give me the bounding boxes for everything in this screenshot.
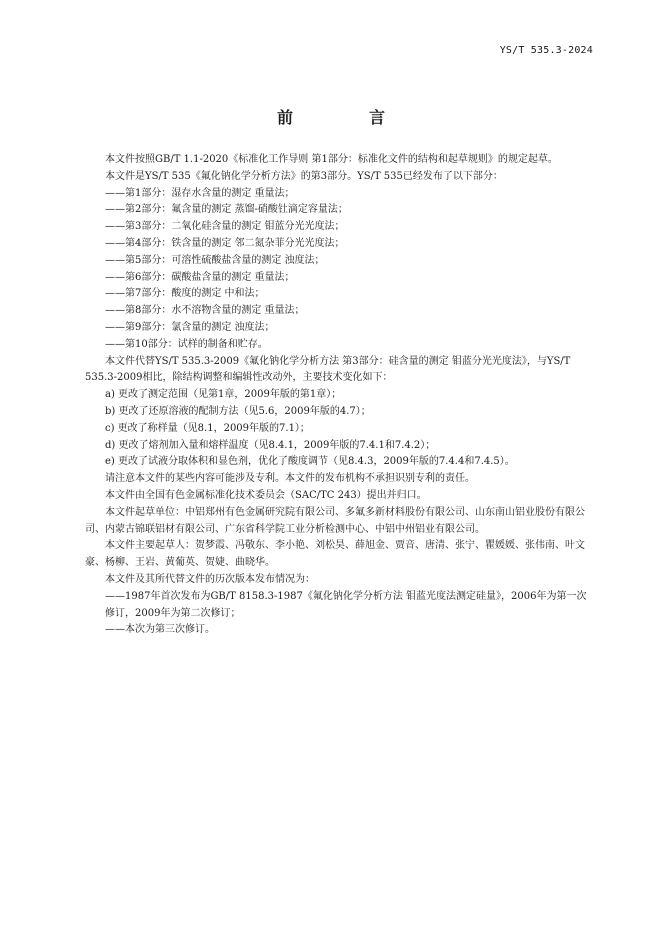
parts-list — [85, 186, 588, 354]
list-item: ——本次为第三次修订。 — [105, 624, 215, 636]
paragraph-drafters: 本文件主要起草人：贺梦霞、冯敬东、李小艳、刘松昊、薛旭金、贾音、唐清、张宁、瞿媛媛、张伟南、叶文豪、杨柳、王岩、黄葡英、贺婕、曲晓华。 — [85, 540, 585, 569]
paragraph-series-intro: 本文件是YS/T 535《氟化钠化学分析方法》的第3部分。YS/T 535已经发布了以下部分： — [105, 170, 503, 182]
list-item: b) 更改了还原溶液的配制方法（见5.6，2009年版的4.7）； — [105, 405, 371, 417]
paragraph-patent-notice: 请注意本文件的某些内容可能涉及专利。本文件的发布机构不承担识别专利的责任。 — [105, 473, 475, 485]
list-item: ——第7部分：酸度的测定 中和法； — [105, 288, 265, 300]
history-list — [85, 589, 588, 639]
list-item: a) 更改了测定范围（见第1章，2009年版的第1章）； — [105, 389, 342, 401]
document-body — [85, 152, 588, 639]
list-item: ——第5部分：可溶性硫酸盐含量的测定 浊度法； — [105, 254, 325, 266]
list-item: ——第10部分：试样的制备和贮存。 — [105, 338, 268, 350]
paragraph-history-intro: 本文件及其所代替文件的历次版本发布情况为： — [105, 573, 315, 585]
standard-code: YS/T 535.3-2024 — [499, 45, 593, 56]
list-item: ——第9部分：氯含量的测定 浊度法； — [105, 321, 275, 333]
list-item: d) 更改了熔剂加入量和熔样温度（见8.4.1，2009年版的7.4.1和7.4.2）； — [105, 439, 436, 451]
paragraph-drafting-units: 本文件起草单位：中铝郑州有色金属研究院有限公司、多氟多新材料股份有限公司、山东南山铝业股份有限公司、内蒙古锦联铝材有限公司、广东省科学院工业分析检测中心、中铝中州铝业有限公司。 — [85, 506, 585, 535]
list-item: ——第8部分：水不溶物含量的测定 重量法； — [105, 305, 305, 317]
list-item: ——第6部分：碳酸盐含量的测定 重量法； — [105, 271, 295, 283]
page-title: 前 言 — [276, 108, 415, 127]
changes-list — [85, 387, 588, 471]
paragraph-drafting-rules: 本文件按照GB/T 1.1-2020《标准化工作导则 第1部分：标准化文件的结构和起草规则》的规定起草。 — [105, 154, 558, 165]
list-item: ——第2部分：氟含量的测定 蒸馏-硝酸钍滴定容量法； — [105, 204, 348, 216]
list-item: ——第4部分：铁含量的测定 邻二氮杂菲分光光度法； — [105, 237, 345, 249]
paragraph-proposer: 本文件由全国有色金属标准化技术委员会（SAC/TC 243）提出并归口。 — [105, 489, 427, 501]
list-item: e) 更改了试液分取体积和显色剂，优化了酸度调节（见8.4.3，2009年版的7.4.4和7.4.5）。 — [105, 456, 515, 468]
list-item: c) 更改了称样量（见8.1，2009年版的7.1）； — [105, 422, 310, 434]
list-item: ——1987年首次发布为GB/T 8158.3-1987《氟化钠化学分析方法 钼蓝光度法测定硅量》，2006年为第一次修订，2009年为第二次修订； — [105, 590, 587, 619]
list-item: ——第1部分：湿存水含量的测定 重量法； — [105, 187, 295, 199]
list-item: ——第3部分：二氧化硅含量的测定 钼蓝分光光度法； — [105, 221, 345, 233]
paragraph-replacement: 本文件代替YS/T 535.3-2009《氟化钠化学分析方法 第3部分：硅含量的测定 钼蓝分光光度法》，与YS/T 535.3-2009相比，除结构调整和编辑性改动外，主要技术变化如下： — [85, 355, 571, 384]
